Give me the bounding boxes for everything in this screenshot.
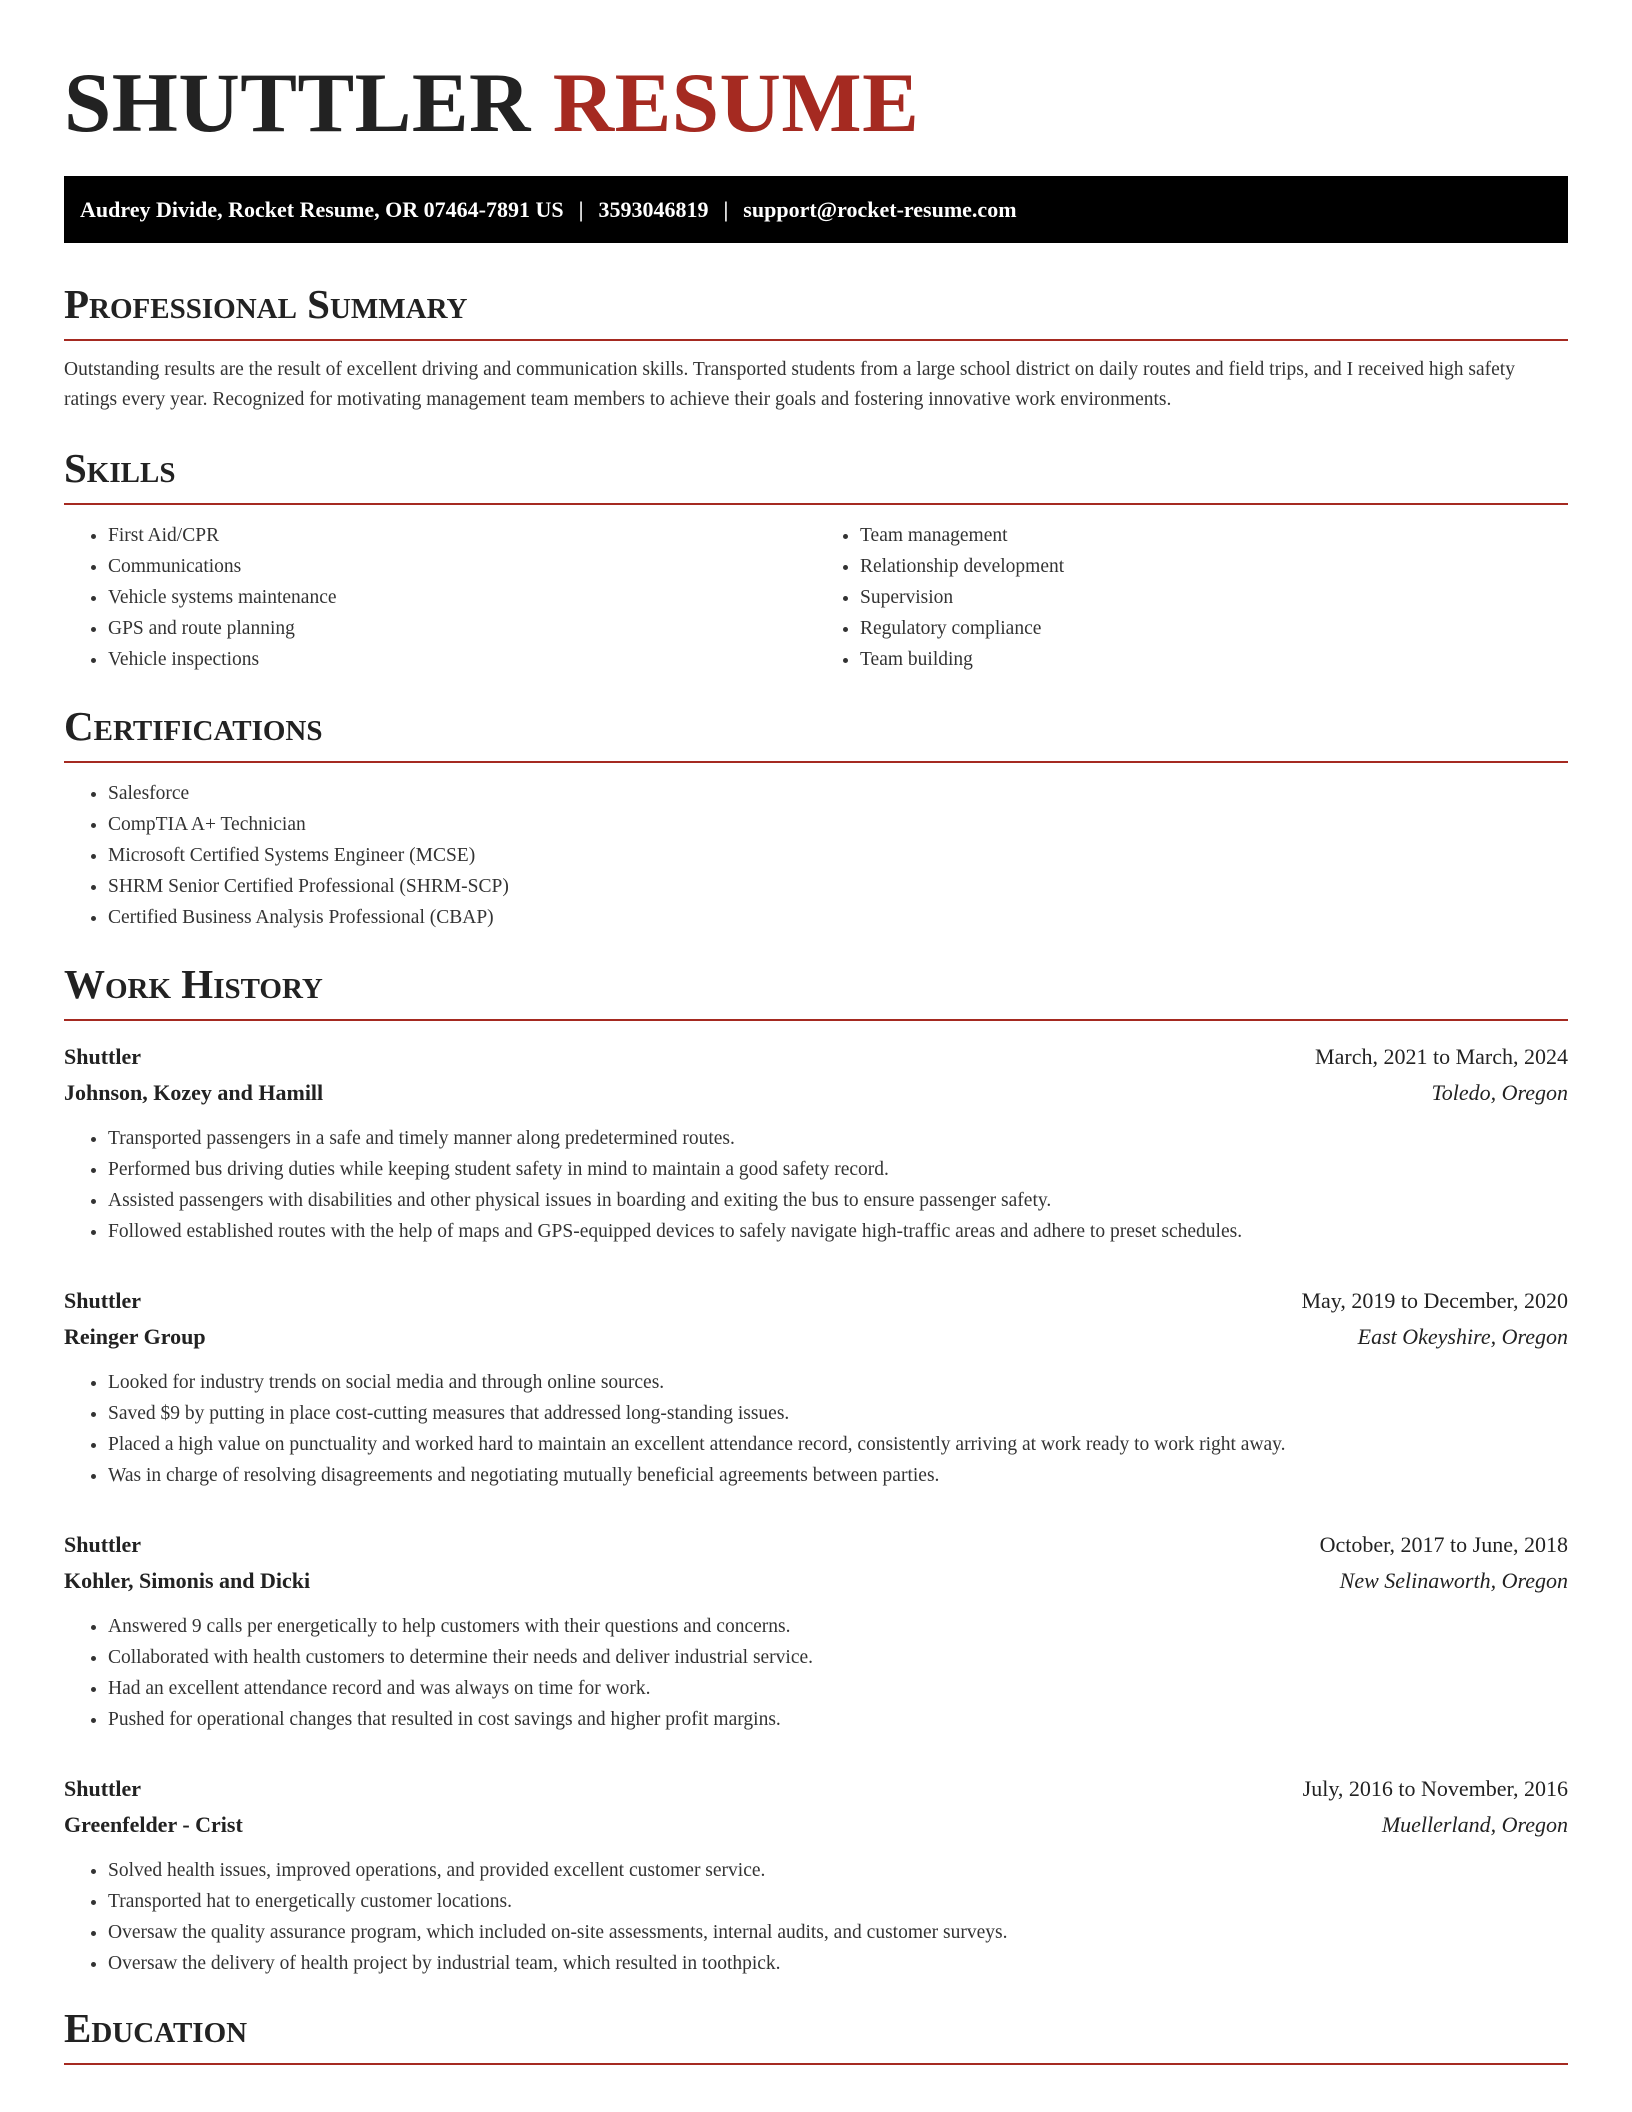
job-title: Shuttler [64, 1532, 141, 1557]
certifications-heading: Certifications [64, 701, 1568, 763]
job-dates: October, 2017 to June, 2018 [1319, 1532, 1568, 1557]
certification-item: • Certified Business Analysis Professional (CBAP) [108, 902, 1568, 933]
certifications-section [64, 701, 1568, 933]
job-company: Kohler, Simonis and Dicki [64, 1568, 311, 1593]
job-company: Johnson, Kozey and Hamill [64, 1080, 324, 1105]
job-entry [64, 1771, 1568, 1979]
job-title: Shuttler [64, 1288, 141, 1313]
job-duty: • Oversaw the quality assurance program, which included on-site assessments, internal audits, and customer surveys. [108, 1917, 1568, 1948]
education-section [64, 2003, 1568, 2065]
job-location: Muellerland, Oregon [1381, 1812, 1568, 1837]
job-company-row [64, 1319, 1568, 1355]
certification-item: • Salesforce [108, 778, 1568, 809]
job-dates: March, 2021 to March, 2024 [1315, 1044, 1568, 1069]
job-header-row [64, 1771, 1568, 1807]
contact-phone[interactable]: 3593046819 [598, 196, 709, 222]
summary-section [64, 279, 1568, 415]
work-history-heading: Work History [64, 959, 1568, 1021]
job-title: Shuttler [64, 1044, 141, 1069]
title-main: SHUTTLER [64, 56, 531, 150]
job-duty: • Pushed for operational changes that resulted in cost savings and higher profit margins. [108, 1704, 1568, 1735]
job-entry [64, 1039, 1568, 1247]
job-dates: May, 2019 to December, 2020 [1301, 1288, 1568, 1313]
job-duty: • Was in charge of resolving disagreements and negotiating mutually beneficial agreements between parties. [108, 1460, 1568, 1491]
work-history-section [64, 959, 1568, 1979]
job-duty: • Assisted passengers with disabilities and other physical issues in boarding and exiting the bus to ensure passenger safety. [108, 1185, 1568, 1216]
certification-item: • CompTIA A+ Technician [108, 809, 1568, 840]
skill-item: • Relationship development [860, 551, 1568, 582]
contact-bar [64, 176, 1568, 243]
job-location: Toledo, Oregon [1431, 1080, 1568, 1105]
skill-item: • Regulatory compliance [860, 613, 1568, 644]
job-entry [64, 1283, 1568, 1491]
skills-grid [64, 520, 1568, 675]
job-duty: • Collaborated with health customers to determine their needs and deliver industrial service. [108, 1642, 1568, 1673]
job-duty: • Performed bus driving duties while keeping student safety in mind to maintain a good safety record. [108, 1154, 1568, 1185]
skill-item: • Team building [860, 644, 1568, 675]
skills-heading: Skills [64, 443, 1568, 505]
job-location: East Okeyshire, Oregon [1357, 1324, 1568, 1349]
job-company-row [64, 1807, 1568, 1843]
job-company-row [64, 1075, 1568, 1111]
skills-list-left [64, 520, 816, 675]
job-duty: • Oversaw the delivery of health project by industrial team, which resulted in toothpick. [108, 1948, 1568, 1979]
skill-item: • Vehicle inspections [108, 644, 816, 675]
job-duty: • Transported hat to energetically customer locations. [108, 1886, 1568, 1917]
education-heading: Education [64, 2003, 1568, 2065]
skill-item: • GPS and route planning [108, 613, 816, 644]
skill-item: • First Aid/CPR [108, 520, 816, 551]
resume-title [64, 0, 1568, 148]
job-duty: • Transported passengers in a safe and timely manner along predetermined routes. [108, 1123, 1568, 1154]
contact-email[interactable]: support@rocket-resume.com [743, 196, 1017, 222]
certification-item: • SHRM Senior Certified Professional (SHRM-SCP) [108, 871, 1568, 902]
contact-separator: | [578, 196, 584, 222]
job-header-row [64, 1527, 1568, 1563]
job-duties-list [64, 1855, 1568, 1979]
skills-section [64, 443, 1568, 675]
skill-item: • Team management [860, 520, 1568, 551]
contact-separator: | [723, 196, 729, 222]
contact-address: Audrey Divide, Rocket Resume, OR 07464-7891 US [80, 196, 564, 222]
job-duty: • Followed established routes with the help of maps and GPS-equipped devices to safely navigate high-traffic areas and adhere to preset schedules. [108, 1216, 1568, 1247]
summary-text: Outstanding results are the result of excellent driving and communication skills. Transported students from a large school district on daily routes and field trips, and I received high safety ratings every year. Recognized for motivating management team members to achieve their goals and fostering innovative work environments. [64, 359, 1515, 410]
job-duties-list [64, 1123, 1568, 1247]
job-header-row [64, 1283, 1568, 1319]
job-duty: • Saved $9 by putting in place cost-cutting measures that addressed long-standing issues. [108, 1398, 1568, 1429]
job-duty: • Answered 9 calls per energetically to help customers with their questions and concerns. [108, 1611, 1568, 1642]
certifications-list [64, 778, 1568, 933]
skill-item: • Supervision [860, 582, 1568, 613]
job-entry [64, 1527, 1568, 1735]
job-duty: • Solved health issues, improved operations, and provided excellent customer service. [108, 1855, 1568, 1886]
job-company: Greenfelder - Crist [64, 1812, 243, 1837]
job-location: New Selinaworth, Oregon [1339, 1568, 1568, 1593]
skills-list-right [816, 520, 1568, 675]
title-accent: RESUME [552, 56, 920, 150]
job-duties-list [64, 1367, 1568, 1491]
job-duties-list [64, 1611, 1568, 1735]
job-company-row [64, 1563, 1568, 1599]
job-duty: • Had an excellent attendance record and was always on time for work. [108, 1673, 1568, 1704]
job-dates: July, 2016 to November, 2016 [1302, 1776, 1568, 1801]
job-header-row [64, 1039, 1568, 1075]
job-title: Shuttler [64, 1776, 141, 1801]
job-duty: • Looked for industry trends on social media and through online sources. [108, 1367, 1568, 1398]
certification-item: • Microsoft Certified Systems Engineer (MCSE) [108, 840, 1568, 871]
job-company: Reinger Group [64, 1324, 206, 1349]
job-duty: • Placed a high value on punctuality and worked hard to maintain an excellent attendance record, consistently arriving at work ready to work right away. [108, 1429, 1568, 1460]
skill-item: • Vehicle systems maintenance [108, 582, 816, 613]
summary-heading: Professional Summary [64, 279, 1568, 341]
skill-item: • Communications [108, 551, 816, 582]
